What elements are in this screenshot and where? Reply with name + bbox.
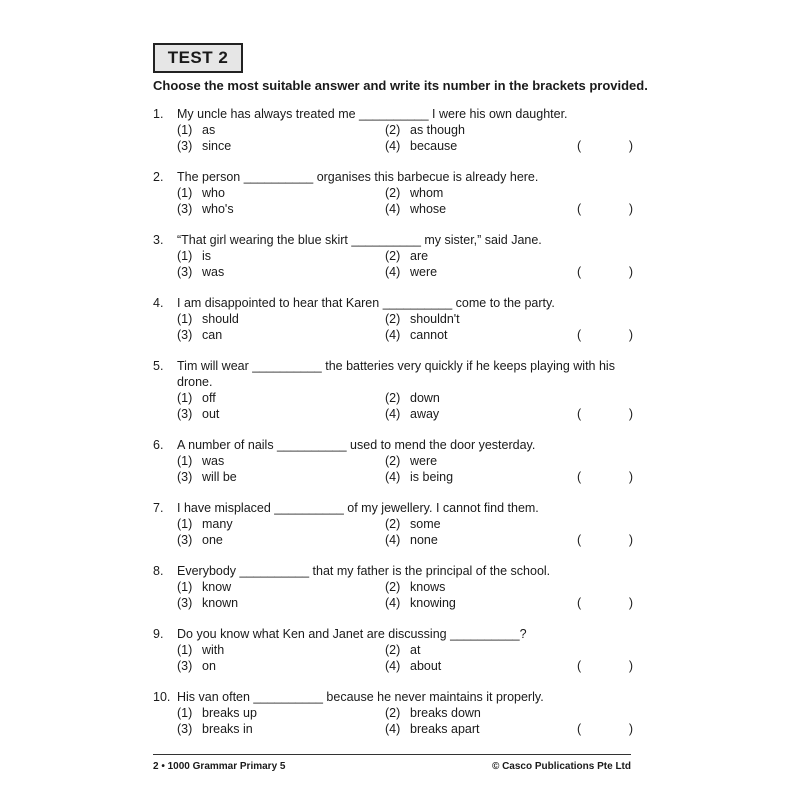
- option-text: cannot: [410, 328, 448, 342]
- option-number: (2): [385, 580, 401, 594]
- option-number: (1): [177, 643, 193, 657]
- option-3: [177, 138, 231, 154]
- option-4: [385, 264, 437, 280]
- option-number: (4): [385, 722, 401, 736]
- option-text: breaks down: [410, 706, 481, 720]
- test-title: TEST 2: [153, 43, 243, 73]
- option-text: were: [410, 265, 438, 279]
- question-text: My uncle has always treated me __________ I were his own daughter.: [177, 107, 568, 121]
- question-stem: [153, 232, 633, 248]
- options: [177, 579, 633, 611]
- option-number: (4): [385, 659, 401, 673]
- option-text: breaks up: [202, 706, 257, 720]
- option-text: some: [410, 517, 441, 531]
- bracket-open: (: [577, 659, 582, 673]
- option-1: [177, 705, 257, 721]
- bracket-close: ): [628, 722, 633, 736]
- answer-brackets[interactable]: [577, 532, 633, 548]
- question-item: [153, 500, 633, 548]
- option-1: [177, 390, 216, 406]
- options: [177, 122, 633, 154]
- option-text: was: [202, 265, 225, 279]
- option-1: [177, 579, 231, 595]
- question-number: 10.: [153, 690, 171, 704]
- option-text: were: [410, 454, 438, 468]
- option-text: since: [202, 139, 232, 153]
- option-text: can: [202, 328, 223, 342]
- question-number: 3.: [153, 233, 164, 247]
- option-text: with: [202, 643, 225, 657]
- option-text: away: [410, 407, 440, 421]
- answer-brackets[interactable]: [577, 264, 633, 280]
- options: [177, 248, 633, 280]
- question-item: [153, 563, 633, 611]
- options: [177, 705, 633, 737]
- answer-brackets[interactable]: [577, 406, 633, 422]
- question-number: 9.: [153, 627, 164, 641]
- option-number: (3): [177, 202, 193, 216]
- question-item: [153, 169, 633, 217]
- bracket-close: ): [628, 533, 633, 547]
- option-2: [385, 516, 441, 532]
- question-text: “That girl wearing the blue skirt __________ my sister,” said Jane.: [177, 233, 542, 247]
- option-number: (2): [385, 643, 401, 657]
- option-text: should: [202, 312, 239, 326]
- options: [177, 311, 633, 343]
- option-text: whom: [410, 186, 444, 200]
- question-item: [153, 358, 633, 422]
- option-text: as: [202, 123, 216, 137]
- option-3: [177, 264, 224, 280]
- options: [177, 453, 633, 485]
- answer-brackets[interactable]: [577, 595, 633, 611]
- option-text: at: [410, 643, 421, 657]
- instructions: Choose the most suitable answer and write its number in the brackets provided.: [153, 78, 648, 93]
- question-item: [153, 106, 633, 154]
- bracket-open: (: [577, 470, 582, 484]
- question-text: Everybody __________ that my father is the principal of the school.: [177, 564, 551, 578]
- option-3: [177, 469, 237, 485]
- option-text: about: [410, 659, 442, 673]
- option-text: out: [202, 407, 220, 421]
- option-text: because: [410, 139, 458, 153]
- option-number: (3): [177, 470, 193, 484]
- options: [177, 185, 633, 217]
- question-number: 6.: [153, 438, 164, 452]
- answer-brackets[interactable]: [577, 327, 633, 343]
- question-stem: [153, 437, 633, 453]
- question-number: 1.: [153, 107, 164, 121]
- answer-brackets[interactable]: [577, 721, 633, 737]
- option-text: knows: [410, 580, 446, 594]
- option-text: none: [410, 533, 438, 547]
- bracket-close: ): [628, 265, 633, 279]
- question-stem: [153, 563, 633, 579]
- question-text: Tim will wear __________ the batteries very quickly if he keeps playing with his drone.: [177, 359, 615, 389]
- bracket-open: (: [577, 533, 582, 547]
- option-2: [385, 642, 420, 658]
- bracket-close: ): [628, 470, 633, 484]
- option-text: breaks apart: [410, 722, 480, 736]
- option-number: (4): [385, 407, 401, 421]
- option-4: [385, 138, 457, 154]
- option-1: [177, 311, 239, 327]
- bracket-close: ): [628, 328, 633, 342]
- option-3: [177, 327, 222, 343]
- question-text: His van often __________ because he never maintains it properly.: [177, 690, 544, 704]
- option-2: [385, 185, 443, 201]
- option-number: (1): [177, 517, 193, 531]
- option-number: (1): [177, 454, 193, 468]
- option-text: is: [202, 249, 212, 263]
- option-number: (4): [385, 470, 401, 484]
- question-item: [153, 689, 633, 737]
- bracket-open: (: [577, 328, 582, 342]
- answer-brackets[interactable]: [577, 201, 633, 217]
- option-number: (2): [385, 249, 401, 263]
- question-stem: [153, 169, 633, 185]
- option-2: [385, 248, 428, 264]
- bracket-close: ): [628, 139, 633, 153]
- option-2: [385, 453, 437, 469]
- question-number: 4.: [153, 296, 164, 310]
- option-text: whose: [410, 202, 447, 216]
- question-text: I am disappointed to hear that Karen __________ come to the party.: [177, 296, 555, 310]
- options: [177, 516, 633, 548]
- answer-brackets[interactable]: [577, 138, 633, 154]
- option-text: was: [202, 454, 225, 468]
- option-number: (1): [177, 186, 193, 200]
- option-number: (1): [177, 249, 193, 263]
- option-4: [385, 532, 438, 548]
- option-2: [385, 311, 460, 327]
- option-number: (2): [385, 186, 401, 200]
- question-stem: [153, 500, 633, 516]
- option-text: shouldn't: [410, 312, 460, 326]
- option-2: [385, 122, 465, 138]
- option-4: [385, 595, 456, 611]
- option-2: [385, 705, 481, 721]
- bracket-open: (: [577, 722, 582, 736]
- option-text: known: [202, 596, 239, 610]
- option-number: (2): [385, 706, 401, 720]
- option-1: [177, 642, 224, 658]
- option-number: (1): [177, 580, 193, 594]
- footer-page-info: 2 • 1000 Grammar Primary 5: [153, 761, 286, 772]
- option-3: [177, 201, 234, 217]
- option-text: off: [202, 391, 216, 405]
- option-3: [177, 658, 216, 674]
- option-text: know: [202, 580, 232, 594]
- footer-divider: [153, 754, 631, 755]
- bracket-open: (: [577, 139, 582, 153]
- option-text: is being: [410, 470, 454, 484]
- bracket-close: ): [628, 202, 633, 216]
- answer-brackets[interactable]: [577, 658, 633, 674]
- option-2: [385, 579, 445, 595]
- option-number: (1): [177, 123, 193, 137]
- option-text: breaks in: [202, 722, 253, 736]
- question-text: Do you know what Ken and Janet are discussing __________?: [177, 627, 527, 641]
- option-4: [385, 658, 441, 674]
- option-text: down: [410, 391, 440, 405]
- footer-copyright: © Casco Publications Pte Ltd: [491, 761, 631, 772]
- option-3: [177, 406, 219, 422]
- option-text: are: [410, 249, 429, 263]
- option-text: on: [202, 659, 216, 673]
- bracket-close: ): [628, 596, 633, 610]
- answer-brackets[interactable]: [577, 469, 633, 485]
- option-1: [177, 122, 215, 138]
- option-number: (3): [177, 533, 193, 547]
- option-text: knowing: [410, 596, 456, 610]
- question-stem: [153, 106, 633, 122]
- option-3: [177, 721, 253, 737]
- option-3: [177, 595, 238, 611]
- question-text: A number of nails __________ used to mend the door yesterday.: [177, 438, 536, 452]
- option-number: (4): [385, 139, 401, 153]
- option-number: (1): [177, 312, 193, 326]
- option-number: (4): [385, 265, 401, 279]
- option-4: [385, 721, 479, 737]
- option-number: (1): [177, 706, 193, 720]
- question-item: [153, 437, 633, 485]
- option-2: [385, 390, 440, 406]
- option-text: as though: [410, 123, 465, 137]
- option-number: (2): [385, 123, 401, 137]
- option-number: (3): [177, 722, 193, 736]
- bracket-open: (: [577, 265, 582, 279]
- bracket-open: (: [577, 596, 582, 610]
- question-item: [153, 232, 633, 280]
- question-number: 8.: [153, 564, 164, 578]
- question-item: [153, 626, 633, 674]
- option-4: [385, 406, 439, 422]
- bracket-open: (: [577, 407, 582, 421]
- option-number: (3): [177, 265, 193, 279]
- option-number: (3): [177, 139, 193, 153]
- option-number: (1): [177, 391, 193, 405]
- option-number: (4): [385, 328, 401, 342]
- option-number: (3): [177, 407, 193, 421]
- question-stem: [153, 689, 633, 705]
- bracket-close: ): [628, 407, 633, 421]
- option-number: (4): [385, 533, 401, 547]
- option-number: (3): [177, 659, 193, 673]
- option-text: many: [202, 517, 233, 531]
- option-1: [177, 248, 211, 264]
- option-1: [177, 453, 224, 469]
- question-number: 7.: [153, 501, 164, 515]
- option-4: [385, 201, 446, 217]
- question-stem: [153, 295, 633, 311]
- option-4: [385, 469, 453, 485]
- options: [177, 642, 633, 674]
- option-1: [177, 185, 225, 201]
- option-text: will be: [202, 470, 237, 484]
- bracket-close: ): [628, 659, 633, 673]
- option-number: (3): [177, 328, 193, 342]
- option-number: (2): [385, 391, 401, 405]
- question-text: I have misplaced __________ of my jewellery. I cannot find them.: [177, 501, 539, 515]
- option-text: one: [202, 533, 223, 547]
- option-4: [385, 327, 448, 343]
- option-text: who's: [202, 202, 234, 216]
- option-1: [177, 516, 233, 532]
- bracket-open: (: [577, 202, 582, 216]
- option-number: (3): [177, 596, 193, 610]
- question-number: 2.: [153, 170, 164, 184]
- question-stem: [153, 358, 633, 390]
- option-number: (4): [385, 596, 401, 610]
- option-number: (2): [385, 312, 401, 326]
- option-number: (2): [385, 517, 401, 531]
- question-list: [153, 106, 633, 752]
- option-number: (2): [385, 454, 401, 468]
- question-number: 5.: [153, 359, 164, 373]
- option-text: who: [202, 186, 225, 200]
- options: [177, 390, 633, 422]
- option-3: [177, 532, 223, 548]
- question-stem: [153, 626, 633, 642]
- question-item: [153, 295, 633, 343]
- question-text: The person __________ organises this barbecue is already here.: [177, 170, 539, 184]
- option-number: (4): [385, 202, 401, 216]
